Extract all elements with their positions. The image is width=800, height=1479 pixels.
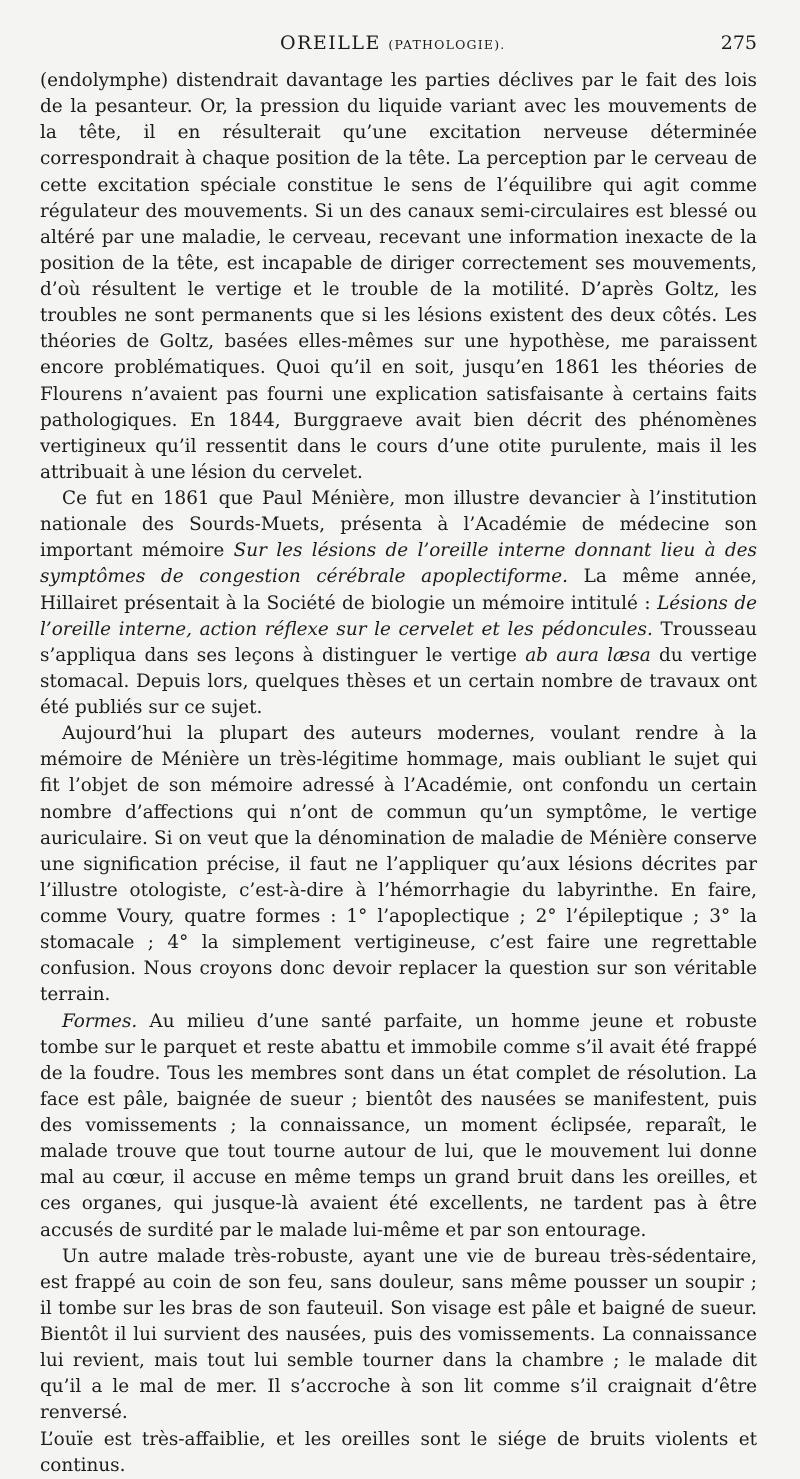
running-title-main: OREILLE [280,32,381,54]
italic-title: Lésions de l’oreille interne, action réflexe sur le cervelet et les pédoncules. [40,592,757,640]
paragraph-text: Au milieu d’une santé parfaite, un homme jeune et robuste tombe sur le parquet et reste abattu et immobile comme s’il avait été frappé de la foudre. Tous les membres sont dans un état complet de résolution. La face est pâle, baignée de sueur ; bientôt des nausées se manifestent, puis des vomissements ; la connaissance, un moment éclipsée, reparaît, le malade trouve que tout tourne autour de lui, que le mouvement lui donne mal au cœur, il accuse en même temps un grand bruit dans les oreilles, et ces organes, qui jusque-là avaient été excellents, ne tardent pas à être accusés de surdité par le malade lui-même et par son entourage. [40,1010,757,1241]
paragraph-text: La même année, Hillairet présentait à la Société de biologie un mémoire intitulé : [40,566,758,614]
paragraph-continuation: (endolymphe) distendrait davantage les parties déclives par le fait des lois de la pesanteur. Or, la pression du liquide variant avec les mouvements de la tête, il en résulterait qu’une excitation nerveuse déterminée correspondrait à chaque position de la tête. La perception par le cerveau de cette excitation spéciale constitue le sens de l’équilibre qui agit comme régulateur des mouvements. Si un des canaux semi-circulaires est blessé ou altéré par une maladie, le cerveau, recevant une information inexacte de la position de la tête, est incapable de diriger correctement ses mouvements, d’où résultent le vertige et le trouble de la motilité. D’après Goltz, les troubles ne sont permanents que si les lésions existent des deux côtés. Les théories de Goltz, basées elles-mêmes sur une hypothèse, me paraissent encore problématiques. Quoi qu’il en soit, jusqu’en 1861 les théories de Flourens n’avaient pas fourni une explication satisfaisante à certains faits pathologiques. En 1844, Burggraeve avait bien décrit des phénomènes vertigineux qu’il ressentit dans le cours d’une otite purulente, mais il les attribuait à une lésion du cervelet. [40,70,757,483]
paragraph-second-patient: Un autre malade très-robuste, ayant une vie de bureau très-sédentaire, est frappé au coin de son feu, sans douleur, sans même pousser un soupir ; il tombe sur les bras de son fauteuil. Son visage est pâle et baigné de sueur. Bientôt il lui survient des nausées, puis des vomissements. La connaissance lui revient, mais tout lui semble tourner dans la chambre ; le malade dit qu’il a le mal de mer. Il s’accroche à son lit comme s’il craignait d’être renversé. [40,1245,757,1424]
running-title-subtitle: (PATHOLOGIE). [388,37,506,52]
page [40,28,757,1479]
italic-term: ab aura læsa [525,644,651,666]
paragraph-formes [40,1009,757,1244]
running-title [280,32,505,54]
page-number: 275 [720,32,757,54]
paragraph-last-line: L’ouïe est très-affaiblie, et les oreilles sont le siége de bruits violents et continus. [40,1428,757,1476]
paragraph-modern-authors: Aujourd’hui la plupart des auteurs modernes, voulant rendre à la mémoire de Ménière un très-légitime hommage, mais oubliant le sujet qui fit l’objet de son mémoire adressé à l’Académie, ont confondu un certain nombre d’affections qui n’ont de commun qu’un symptôme, le vertige auriculaire. Si on veut que la dénomination de maladie de Ménière conserve une signification précise, il faut ne l’appliquer qu’aux lésions décrites par l’illustre otologiste, c’est-à-dire à l’hémorrhagie du labyrinthe. En faire, comme Voury, quatre formes : 1° l’apoplectique ; 2° l’épileptique ; 3° la stomacale ; 4° la simplement vertigineuse, c’est faire une regrettable confusion. Nous croyons donc devoir replacer la question sur son véritable terrain. [40,723,757,1006]
section-label: Formes. [62,1010,138,1032]
running-header [40,28,757,68]
paragraph-text: Trousseau s’appliqua dans ses leçons à distinguer le vertige [40,618,757,666]
paragraph-text: du vertige stomacal. Depuis lors, quelques thèses et un certain nombre de travaux ont été publiés sur ce sujet. [40,644,757,718]
body-text [40,68,757,1479]
italic-title: Sur les lésions de l’oreille interne donnant lieu à des symptômes de congestion cérébrale apoplectiforme. [40,540,757,588]
paragraph-meniere-1861 [40,486,757,721]
paragraph-text: Ce fut en 1861 que Paul Ménière, mon illustre devancier à l’institution nationale des Sourds-Muets, présenta à l’Académie de médecine son important mémoire [40,488,757,562]
